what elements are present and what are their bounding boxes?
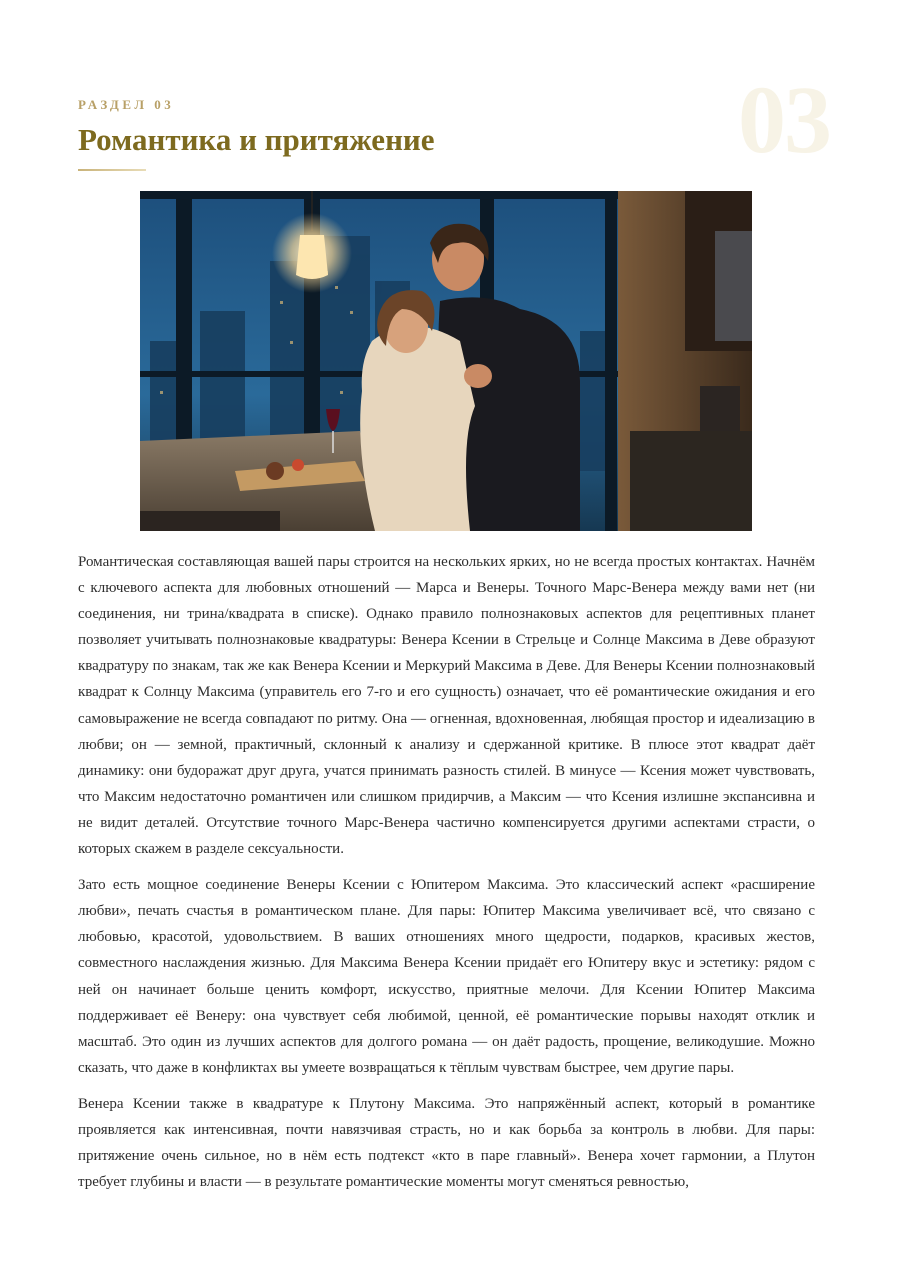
paragraph-3: Венера Ксении также в квадратуре к Плутону Максима. Это напряжённый аспект, который в романтике проявляется как интенсивная, почти навязчивая страсть, но и как борьба за контроль в любви. Для пары: притяжение очень сильное, но в нём есть подтекст «кто в паре главный». Венера хочет гармонии, а Плутон требует глубины и власти — в результате романтические моменты могут сменяться ревностью, [78,1095,815,1191]
body-text [78,549,815,1205]
paragraph-1: Романтическая составляющая вашей пары строится на нескольких ярких, но не всегда простых контактах. Начнём с ключевого аспекта для любовных отношений — Марса и Венеры. Точного Марс-Венера между вами нет (ни соединения, ни трина/квадрата в списке). Однако правило полнознаковых аспектов для рецептивных планет позволяет учитывать полнознаковые квадратуры: Венера Ксении в Стрельце и Солнце Максима в Деве образуют квадратуру по знакам, так же как Венера Ксении и Меркурий Максима в Деве. Для Венеры Ксении полнознаковый квадрат к Солнцу Максима (управитель его 7-го и его сущность) означает, что её романтические ожидания и его самовыражение не всегда совпадают по ритму. Она — огненная, вдохновенная, любящая простор и идеализацию в любви; он — земной, практичный, склонный к анализу и сдержанной критике. В плюсе этот квадрат даёт динамику: они будоражат друг друга, учатся принимать разность стилей. В минусе — Ксения может чувствовать, что Максим недостаточно романтичен или слишком придирчив, а Максим — что Ксения излишне экспансивна и не видит деталей. Отсутствие точного Марс-Венера частично компенсируется другими аспектами страсти, о которых скажем в разделе сексуальности. [78,554,815,858]
title-underline [78,169,146,171]
section-number-watermark: 03 [738,66,830,173]
section-title: Романтика и притяжение [78,122,435,157]
section-eyebrow: РАЗДЕЛ 03 [78,97,175,112]
couple-dancing-in-kitchen-photo [140,191,752,531]
paragraph-2: Зато есть мощное соединение Венеры Ксении с Юпитером Максима. Это классический аспект «расширение любви», печать счастья в романтическом плане. Для пары: Юпитер Максима увеличивает всё, что связано с любовью, красотой, удовольствием. В ваших отношениях много щедрости, подарков, красивых жестов, совместного наслаждения жизнью. Для Максима Венера Ксении придаёт его Юпитеру вкус и эстетику: рядом с ней он начинает больше ценить комфорт, искусство, приятные мелочи. Для Ксении Юпитер Максима поддерживает её Венеру: она чувствует себя любимой, ценной, её романтические порывы находят отклик и масштаб. Это один из лучших аспектов для долгого романа — он даёт радость, прощение, великодушие. Можно сказать, что даже в конфликтах вы умеете возвращаться к тёплым чувствам быстрее, чем другие пары. [78,877,815,1076]
